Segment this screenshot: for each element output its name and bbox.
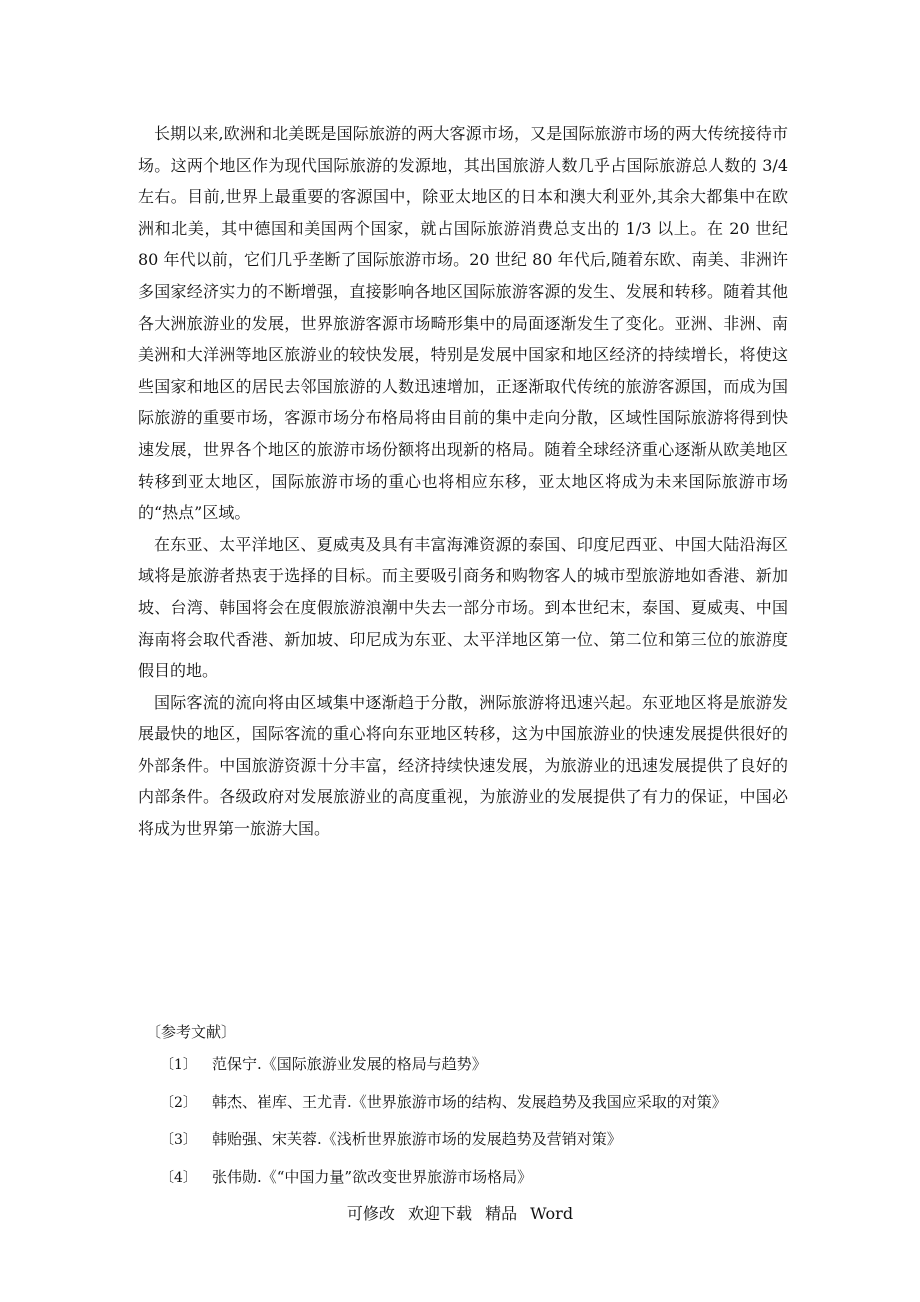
reference-text: 张伟勋.《“中国力量”欲改变世界旅游市场格局》 [212,1167,533,1186]
body-text [138,118,788,845]
references-title: 〔参考文献〕 [146,1023,237,1041]
reference-item [146,1084,806,1122]
reference-number: 〔3〕 [160,1132,197,1148]
reference-text: 范保宁.《国际旅游业发展的格局与趋势》 [212,1055,487,1073]
page-footer: 可修改 欢迎下载 精品 Word [346,1204,574,1223]
reference-number: 〔2〕 [160,1094,197,1111]
reference-item [146,1046,806,1084]
references-section [146,1018,806,1196]
reference-number: 〔1〕 [160,1057,197,1073]
reference-text: 韩贻强、宋芙蓉.《浅析世界旅游市场的发展趋势及营销对策》 [212,1130,622,1148]
paragraph-3: 国际客流的流向将由区域集中逐渐趋于分散，洲际旅游将迅速兴起。东亚地区将是旅游发展最快的地区，国际客流的重心将向东亚地区转移，这为中国旅游业的快速发展提供很好的外部条件。中国旅游资源十分丰富，经济持续快速发展，为旅游业的迅速发展提供了良好的内部条件。各级政府对发展旅游业的高度重视，为旅游业的发展提供了有力的保证，中国必将成为世界第一旅游大国。 [138,692,788,839]
paragraph-1: 长期以来,欧洲和北美既是国际旅游的两大客源市场，又是国际旅游市场的两大传统接待市场。这两个地区作为现代国际旅游的发源地，其出国旅游人数几乎占国际旅游总人数的 3/4 左右。目前,世界上最重要的客源国中，除亚太地区的日本和澳大利亚外,其余大都集中在欧洲和北美，其中德国和美国两个国家，就占国际旅游消费总支出的 1/3 以上。在 20 世纪 80 年代以前，它们几乎垄断了国际旅游市场。20 世纪 80 年代后,随着东欧、南美、非洲许多国家经济实力的不断增强，直接影响各地区国际旅游客源的发生、发展和转移。随着其他各大洲旅游业的发展，世界旅游客源市场畸形集中的局面逐渐发生了变化。亚洲、非洲、南美洲和大洋洲等地区旅游业的较快发展，特别是发展中国家和地区经济的持续增长，将使这些国家和地区的居民去邻国旅游的人数迅速增加，正逐渐取代传统的旅游客源国，而成为国际旅游的重要市场，客源市场分布格局将由目前的集中走向分散，区域性国际旅游将得到快速发展，世界各个地区的旅游市场份额将出现新的格局。随着全球经济重心逐渐从欧美地区转移到亚太地区，国际旅游市场的重心也将相应东移，亚太地区将成为未来国际旅游市场的“热点”区域。 [138,124,788,523]
reference-number: 〔4〕 [160,1169,197,1186]
reference-text: 韩杰、崔库、王尤青.《世界旅游市场的结构、发展趋势及我国应采取的对策》 [212,1092,727,1111]
reference-item [146,1121,806,1159]
reference-item [146,1159,806,1197]
paragraph-2: 在东亚、太平洋地区、夏威夷及具有丰富海滩资源的泰国、印度尼西亚、中国大陆沿海区域将是旅游者热衷于选择的目标。而主要吸引商务和购物客人的城市型旅游地如香港、新加坡、台湾、韩国将会在度假旅游浪潮中失去一部分市场。到本世纪末，泰国、夏威夷、中国海南将会取代香港、新加坡、印尼成为东亚、太平洋地区第一位、第二位和第三位的旅游度假目的地。 [138,534,788,681]
